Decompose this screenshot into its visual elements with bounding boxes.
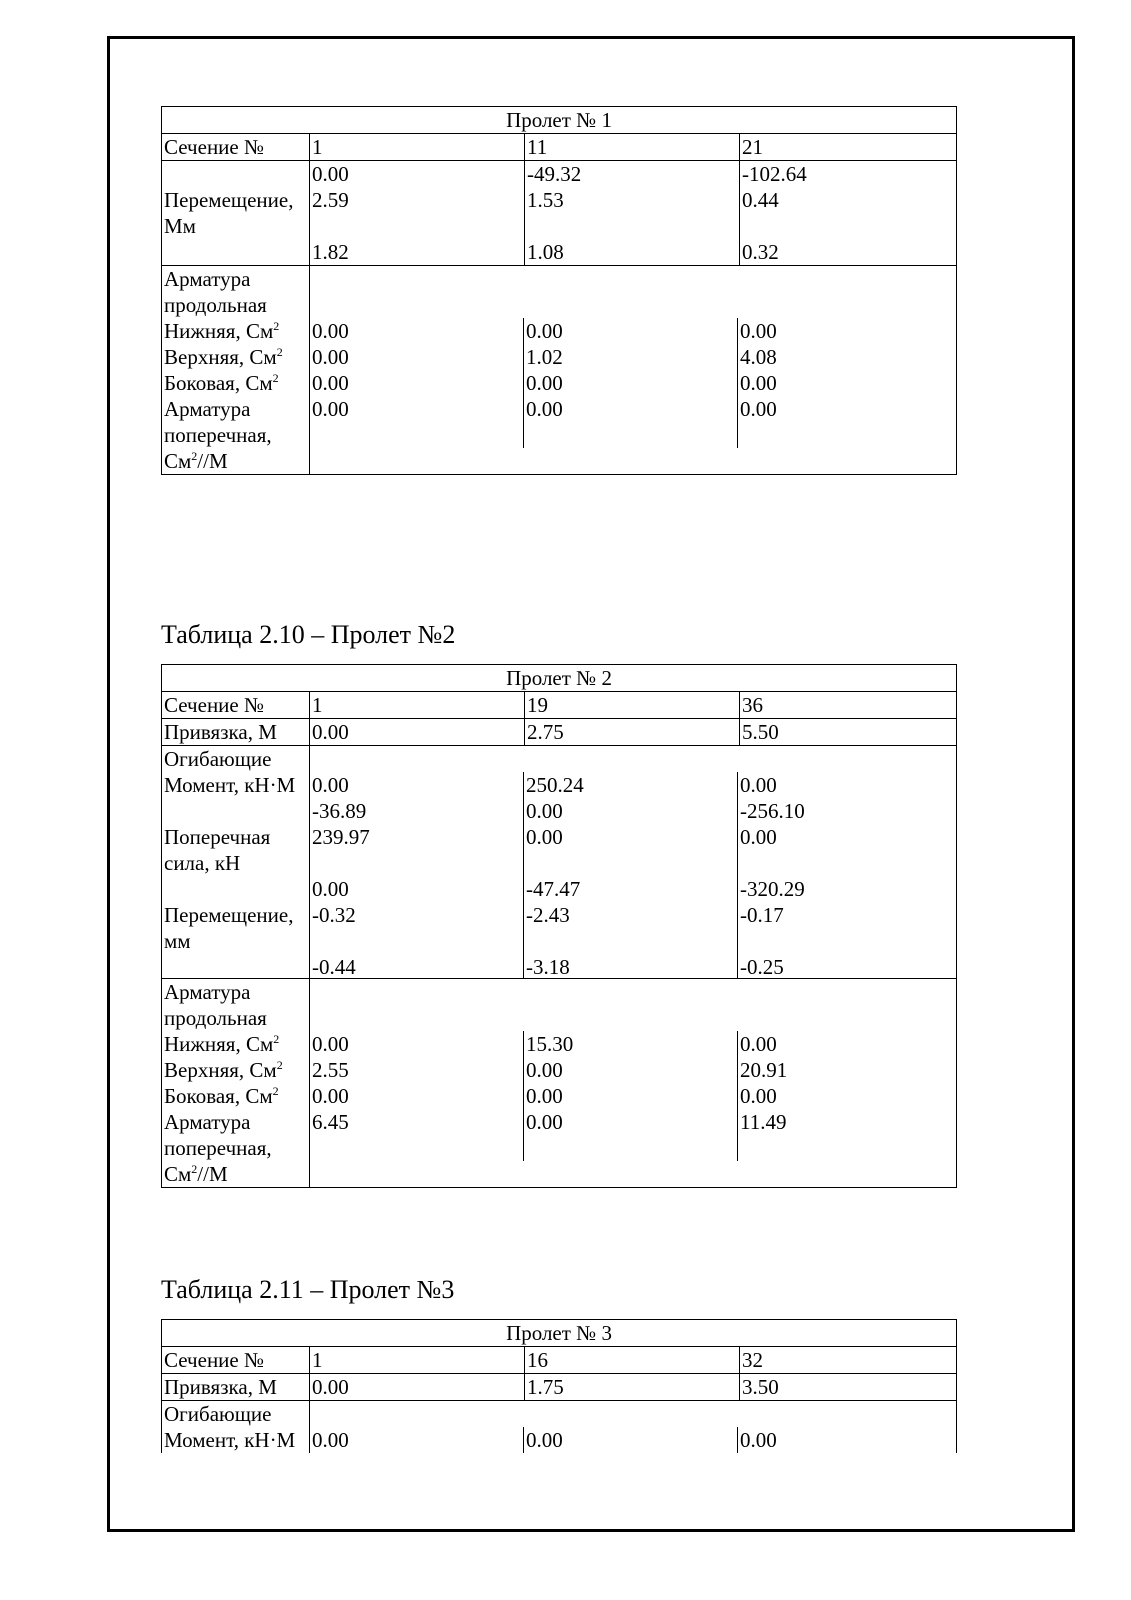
binding-value: 1.75 — [525, 1374, 740, 1401]
reinforcement-column: 0.00 0.00 0.00 0.00 — [312, 319, 349, 421]
reinforcement-column: 15.30 0.00 0.00 0.00 — [523, 1031, 737, 1161]
binding-value: 5.50 — [740, 719, 957, 746]
section-number: 32 — [740, 1347, 957, 1374]
reinforcement-column: 0.00 2.55 0.00 6.45 — [312, 1032, 349, 1134]
envelope-labels: Огибающие Момент, кН·М — [162, 1401, 310, 1454]
section-number: 21 — [740, 134, 957, 161]
moment-value: 0.00 — [312, 1428, 349, 1452]
table-header: Пролет № 1 — [162, 107, 957, 134]
table-caption: Таблица 2.11 – Пролет №3 — [161, 1275, 455, 1304]
section-label: Сечение № — [162, 1347, 310, 1374]
span-2-table — [161, 664, 957, 1188]
envelope-labels: Огибающие Момент, кН·М Поперечная сила, кН Перемещение, мм — [162, 746, 310, 979]
reinforcement-column: 0.00 20.91 0.00 11.49 — [737, 1031, 956, 1161]
binding-label: Привязка, М — [162, 719, 310, 746]
section-number: 11 — [525, 134, 740, 161]
table-header: Пролет № 3 — [162, 1320, 957, 1347]
section-number: 16 — [525, 1347, 740, 1374]
reinforcement-values — [310, 979, 957, 1188]
section-label: Сечение № — [162, 692, 310, 719]
envelope-column: 0.00 -256.10 0.00 -320.29 -0.17 -0.25 — [737, 772, 956, 978]
binding-value: 3.50 — [740, 1374, 957, 1401]
envelope-column: 0.00 -36.89 239.97 0.00 -0.32 -0.44 — [312, 773, 370, 979]
section-number: 1 — [310, 692, 525, 719]
envelope-values — [310, 746, 957, 979]
reinforcement-labels: Арматура продольная Нижняя, $См^2$ Верхняя, $См^2$ Боковая, $См^2$ Арматура поперечная, $См^2//М$ — [162, 266, 310, 475]
binding-value: 2.75 — [525, 719, 740, 746]
binding-label: Привязка, М — [162, 1374, 310, 1401]
span-3-table — [161, 1319, 957, 1453]
moment-value: 0.00 — [523, 1427, 737, 1453]
displacement-values: -49.32 1.53 1.08 — [525, 161, 740, 266]
section-label: Сечение № — [162, 134, 310, 161]
section-number: 19 — [525, 692, 740, 719]
displacement-label: Перемещение, Мм — [162, 161, 310, 266]
reinforcement-values — [310, 266, 957, 475]
moment-value: 0.00 — [737, 1427, 956, 1453]
section-number: 1 — [310, 1347, 525, 1374]
table-caption: Таблица 2.10 – Пролет №2 — [161, 620, 456, 649]
reinforcement-column: 0.00 1.02 0.00 0.00 — [523, 318, 737, 448]
reinforcement-labels: Арматура продольная Нижняя, $См^2$ Верхняя, $См^2$ Боковая, $См^2$ Арматура поперечная, $См^2//М$ — [162, 979, 310, 1188]
envelope-values — [310, 1401, 957, 1454]
table-header: Пролет № 2 — [162, 665, 957, 692]
section-number: 36 — [740, 692, 957, 719]
displacement-values: -102.64 0.44 0.32 — [740, 161, 957, 266]
binding-value: 0.00 — [310, 719, 525, 746]
reinforcement-column: 0.00 4.08 0.00 0.00 — [737, 318, 956, 448]
section-number: 1 — [310, 134, 525, 161]
span-1-table — [161, 106, 957, 475]
displacement-values: 0.00 2.59 1.82 — [310, 161, 525, 266]
envelope-column: 250.24 0.00 0.00 -47.47 -2.43 -3.18 — [523, 772, 737, 978]
binding-value: 0.00 — [310, 1374, 525, 1401]
